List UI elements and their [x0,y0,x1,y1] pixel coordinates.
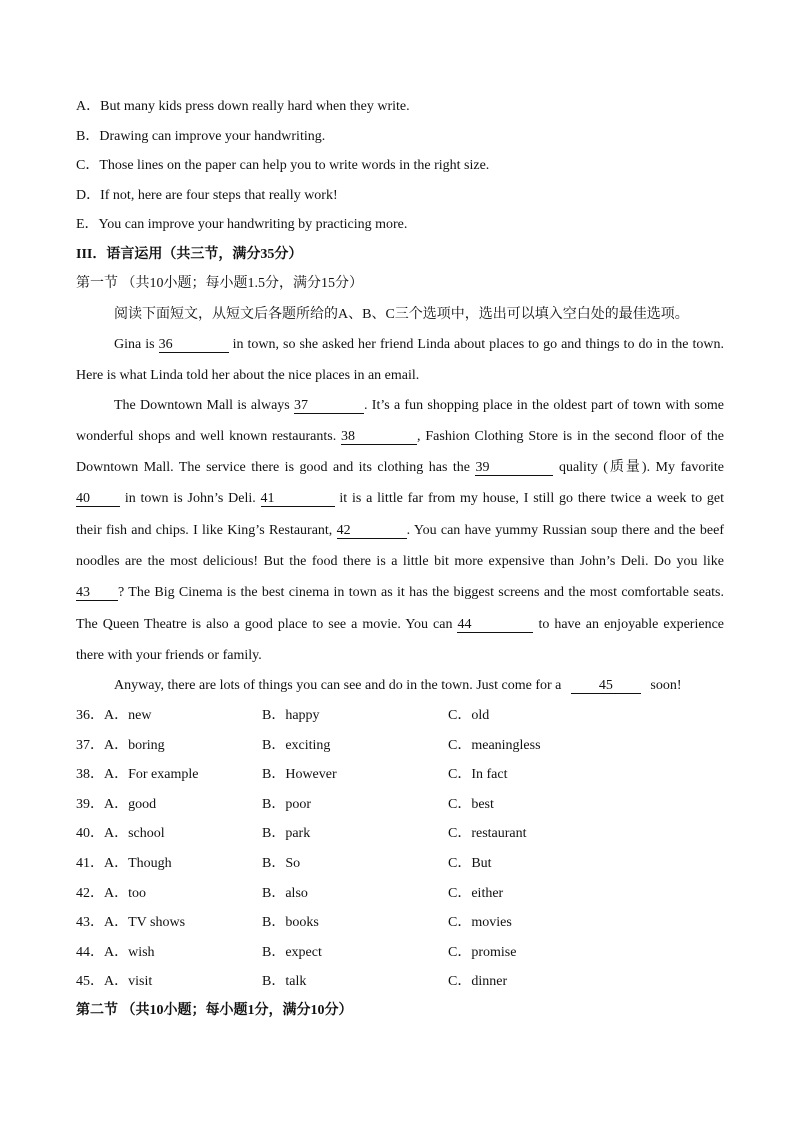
passage-line: 40 in town is John’s Deli. 41 it is a little far from my house, I still go there twice a week to get [76,491,724,506]
part2-title: 第二节 （共10小题；每小题1分，满分10分） [76,1003,353,1018]
question-number: 45． [76,974,104,989]
option-b[interactable]: B．happy [262,708,320,723]
option-b[interactable]: B．poor [262,797,311,812]
blank-40: 40 [76,491,120,507]
question-number: 41． [76,856,104,871]
option-c[interactable]: C．best [448,797,494,812]
option-a[interactable]: A．good [104,797,157,812]
blank-36: 36 [159,337,229,353]
option-b[interactable]: B．also [262,886,308,901]
part1-title: 第一节 （共10小题；每小题1.5分，满分15分） [76,276,363,291]
blank-41: 41 [261,491,335,507]
option-a[interactable]: A．visit [104,974,153,989]
blank-37: 37 [294,398,364,414]
option-a[interactable]: A．too [104,886,146,901]
option-c[interactable]: C．restaurant [448,826,527,841]
option-a[interactable]: A．Though [104,856,172,871]
option-b[interactable]: B．park [262,826,311,841]
passage-line: Downtown Mall. The service there is good and its clothing has the 39 quality (质量). My favorite [76,460,724,475]
option-b[interactable]: B．exciting [262,738,331,753]
option-a[interactable]: A．boring [104,738,165,753]
passage-line: noodles are the most delicious! But the food there is a little bit more expensive than John’s Deli. Do you like [76,554,724,569]
question-number: 39． [76,797,104,812]
passage-line: their fish and chips. I like King’s Restaurant, 42 . You can have yummy Russian soup there and the beef [76,523,724,538]
option-a[interactable]: A．new [104,708,152,723]
question-number: 37． [76,738,104,753]
passage-line: Gina is 36 in town, so she asked her friend Linda about places to go and things to do in the town. [114,337,724,352]
blank-45: 45 [571,678,641,694]
option-c[interactable]: C．movies [448,915,512,930]
prev-option-b: B．Drawing can improve your handwriting. [76,129,326,144]
question-number: 38． [76,767,104,782]
option-c[interactable]: C．But [448,856,492,871]
blank-39: 39 [475,460,553,476]
option-c[interactable]: C．dinner [448,974,508,989]
prev-option-d: D．If not, here are four steps that really work! [76,188,338,203]
blank-38: 38 [341,429,417,445]
instruction: 阅读下面短文，从短文后各题所给的A、B、C三个选项中，选出可以填入空白处的最佳选项。 [114,307,689,322]
prev-option-a: A．But many kids press down really hard when they write. [76,99,410,114]
passage-line: Anyway, there are lots of things you can see and do in the town. Just come for a 45 soon! [114,678,682,693]
option-c[interactable]: C．meaningless [448,738,541,753]
option-c[interactable]: C．In fact [448,767,508,782]
blank-42: 42 [337,523,407,539]
option-b[interactable]: B．expect [262,945,322,960]
passage-line: The Downtown Mall is always 37 . It’s a fun shopping place in the oldest part of town with some [114,398,724,413]
option-c[interactable]: C．either [448,886,504,901]
option-c[interactable]: C．promise [448,945,517,960]
passage-line: wonderful shops and well known restaurants. 38 , Fashion Clothing Store is in the second floor of the [76,429,724,444]
option-a[interactable]: A．For example [104,767,199,782]
question-number: 43． [76,915,104,930]
option-b[interactable]: B．So [262,856,301,871]
option-b[interactable]: B．books [262,915,319,930]
option-b[interactable]: B．talk [262,974,307,989]
prev-option-e: E．You can improve your handwriting by practicing more. [76,217,408,232]
passage-line: there with your friends or family. [76,648,262,663]
passage-line: The Queen Theatre is also a good place to see a movie. You can 44 to have an enjoyable experience [76,617,724,632]
option-a[interactable]: A．TV shows [104,915,186,930]
option-c[interactable]: C．old [448,708,490,723]
option-b[interactable]: B．However [262,767,337,782]
question-number: 40． [76,826,104,841]
question-number: 42． [76,886,104,901]
question-number: 44． [76,945,104,960]
blank-43: 43 [76,585,118,601]
blank-44: 44 [457,617,533,633]
passage-line: 43 ? The Big Cinema is the best cinema in town as it has the biggest screens and the most comfortable seats. [76,585,724,600]
prev-option-c: C．Those lines on the paper can help you to write words in the right size. [76,158,490,173]
section-title: III．语言运用（共三节，满分35分） [76,247,303,262]
question-number: 36． [76,708,104,723]
passage-line: Here is what Linda told her about the nice places in an email. [76,368,420,383]
option-a[interactable]: A．wish [104,945,155,960]
option-a[interactable]: A．school [104,826,165,841]
